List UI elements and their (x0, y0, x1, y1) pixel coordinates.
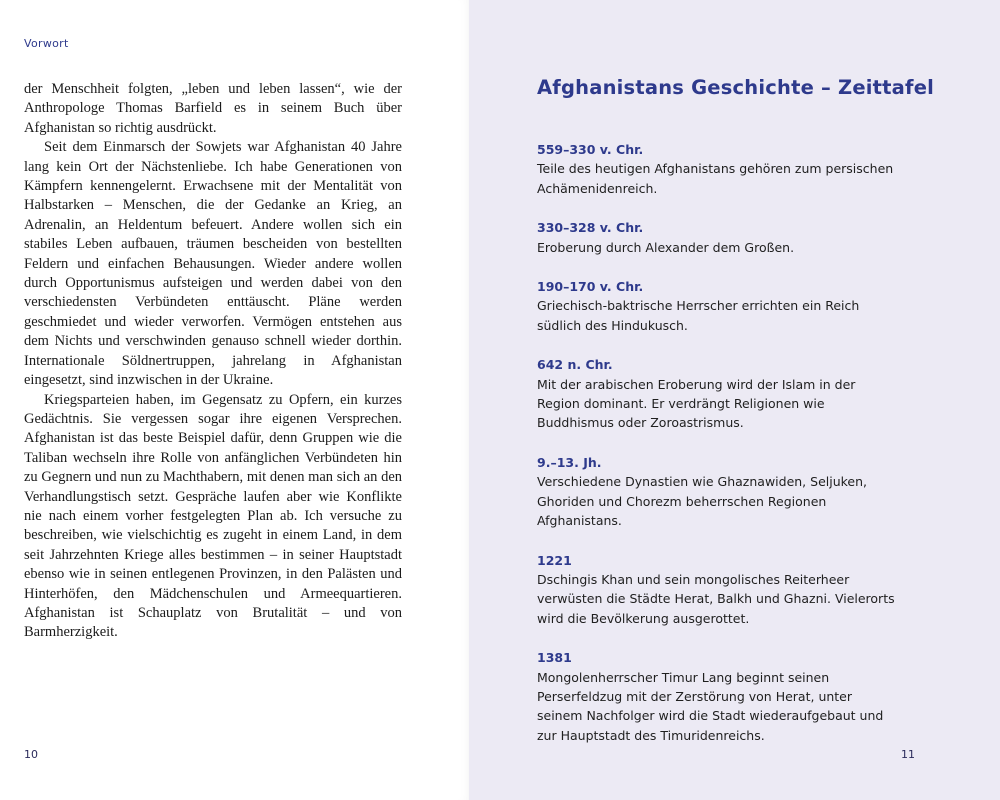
timeline (537, 140, 897, 765)
timeline-date: 190–170 v. Chr. (537, 279, 644, 295)
page-number-right: 11 (901, 748, 915, 761)
paragraph: Kriegsparteien haben, im Gegensatz zu Opfern, ein kurzes Gedächtnis. Sie vergessen sogar ihre eigenen Versprechen. Afghanistan ist das beste Beispiel dafür, denn Gruppen wie die Taliban wechseln ihre Rolle von anfänglichen Verbündeten hin zu Gegnern und nun zu Machthabern, mit denen man sich an den Verhandlungstisch setzt. Gespräche laufen aber wie Konflikte nie nach einem vorher festgelegten Plan ab. Ich versuche zu beschreiben, wie vielschichtig es zugeht in einem Land, in dem seit Jahrzehnten Kriege alles bestimmen – in seiner Hauptstadt ebenso wie in seinen entlegenen Provinzen, in den Palästen und Hinterhöfen, den Mädchenschulen und Armeequartieren. Afghanistan ist Schauplatz von Brutalität – und von Barmherzigkeit. (24, 391, 402, 641)
timeline-text: Verschiedene Dynastien wie Ghaznawiden, Seljuken, Ghoriden und Chorezm beherrschen Regionen Afghanistans. (537, 474, 868, 529)
timeline-date: 330–328 v. Chr. (537, 220, 644, 236)
timeline-text: Griechisch-baktrische Herrscher errichten ein Reich südlich des Hindukusch. (537, 298, 860, 333)
timeline-title: Afghanistans Geschichte – Zeittafel (537, 76, 935, 99)
timeline-entry (537, 551, 897, 629)
running-head: Vorwort (24, 37, 69, 50)
right-page (469, 0, 1000, 800)
timeline-text: Mongolenherrscher Timur Lang beginnt seinen Perserfeldzug mit der Zerstörung von Herat, unter seinem Nachfolger wird die Stadt wiederaufgebaut und zur Hauptstadt des Timuridenreichs. (537, 669, 884, 743)
timeline-text: Teile des heutigen Afghanistans gehören zum persischen Achämenidenreich. (537, 161, 894, 196)
timeline-entry (537, 355, 897, 433)
left-page (0, 0, 469, 800)
paragraph: Seit dem Einmarsch der Sowjets war Afghanistan 40 Jahre lang kein Ort der Nächstenliebe. Ich habe Generationen von Kämpfern kennengelernt. Erwachsene mit der Mentalität von Halbstarken – Menschen, die der Gedanke an Krieg, an Adrenalin, an Heldentum befeuert. Andere wollen sich ein stabiles Leben aufbauen, träumen bescheiden von bestellten Feldern und einfachen Behausungen. Wieder andere wollen durch Opportunismus aufsteigen und werden dabei von den verschiedensten Verbündeten enttäuscht. Pläne werden geschmiedet und wieder verworfen. Vermögen entstehen aus dem Nichts und verschwinden genauso schnell wieder dorthin. Internationale Söldnertruppen, jahrelang in Afghanistan eingesetzt, sind inzwischen in der Ukraine. (24, 139, 402, 389)
timeline-date: 559–330 v. Chr. (537, 142, 644, 157)
page-number-left: 10 (24, 748, 38, 761)
timeline-entry (537, 140, 897, 198)
timeline-entry (537, 218, 897, 257)
timeline-date: 642 n. Chr. (537, 357, 613, 373)
timeline-date: 9.–13. Jh. (537, 454, 602, 470)
timeline-text: Mit der arabischen Eroberung wird der Islam in der Region dominant. Er verdrängt Religionen wie Buddhismus oder Zoroastrismus. (537, 376, 856, 431)
timeline-entry (537, 453, 897, 531)
paragraph: der Menschheit folgten, „leben und leben lassen“, wie der Anthropologe Thomas Barfield es in seinem Buch über Afghanistan so richtig ausdrückt. (24, 81, 402, 136)
timeline-text: Eroberung durch Alexander dem Großen. (537, 239, 795, 255)
timeline-entry (537, 277, 897, 335)
timeline-date: 1221 (537, 552, 572, 568)
body-text (24, 80, 402, 643)
timeline-text: Dschingis Khan und sein mongolisches Reiterheer verwüsten die Städte Herat, Balkh und Ghazni. Vielerorts wird die Bevölkerung ausgerottet. (537, 571, 895, 626)
timeline-date: 1381 (537, 650, 572, 666)
timeline-entry (537, 648, 897, 745)
